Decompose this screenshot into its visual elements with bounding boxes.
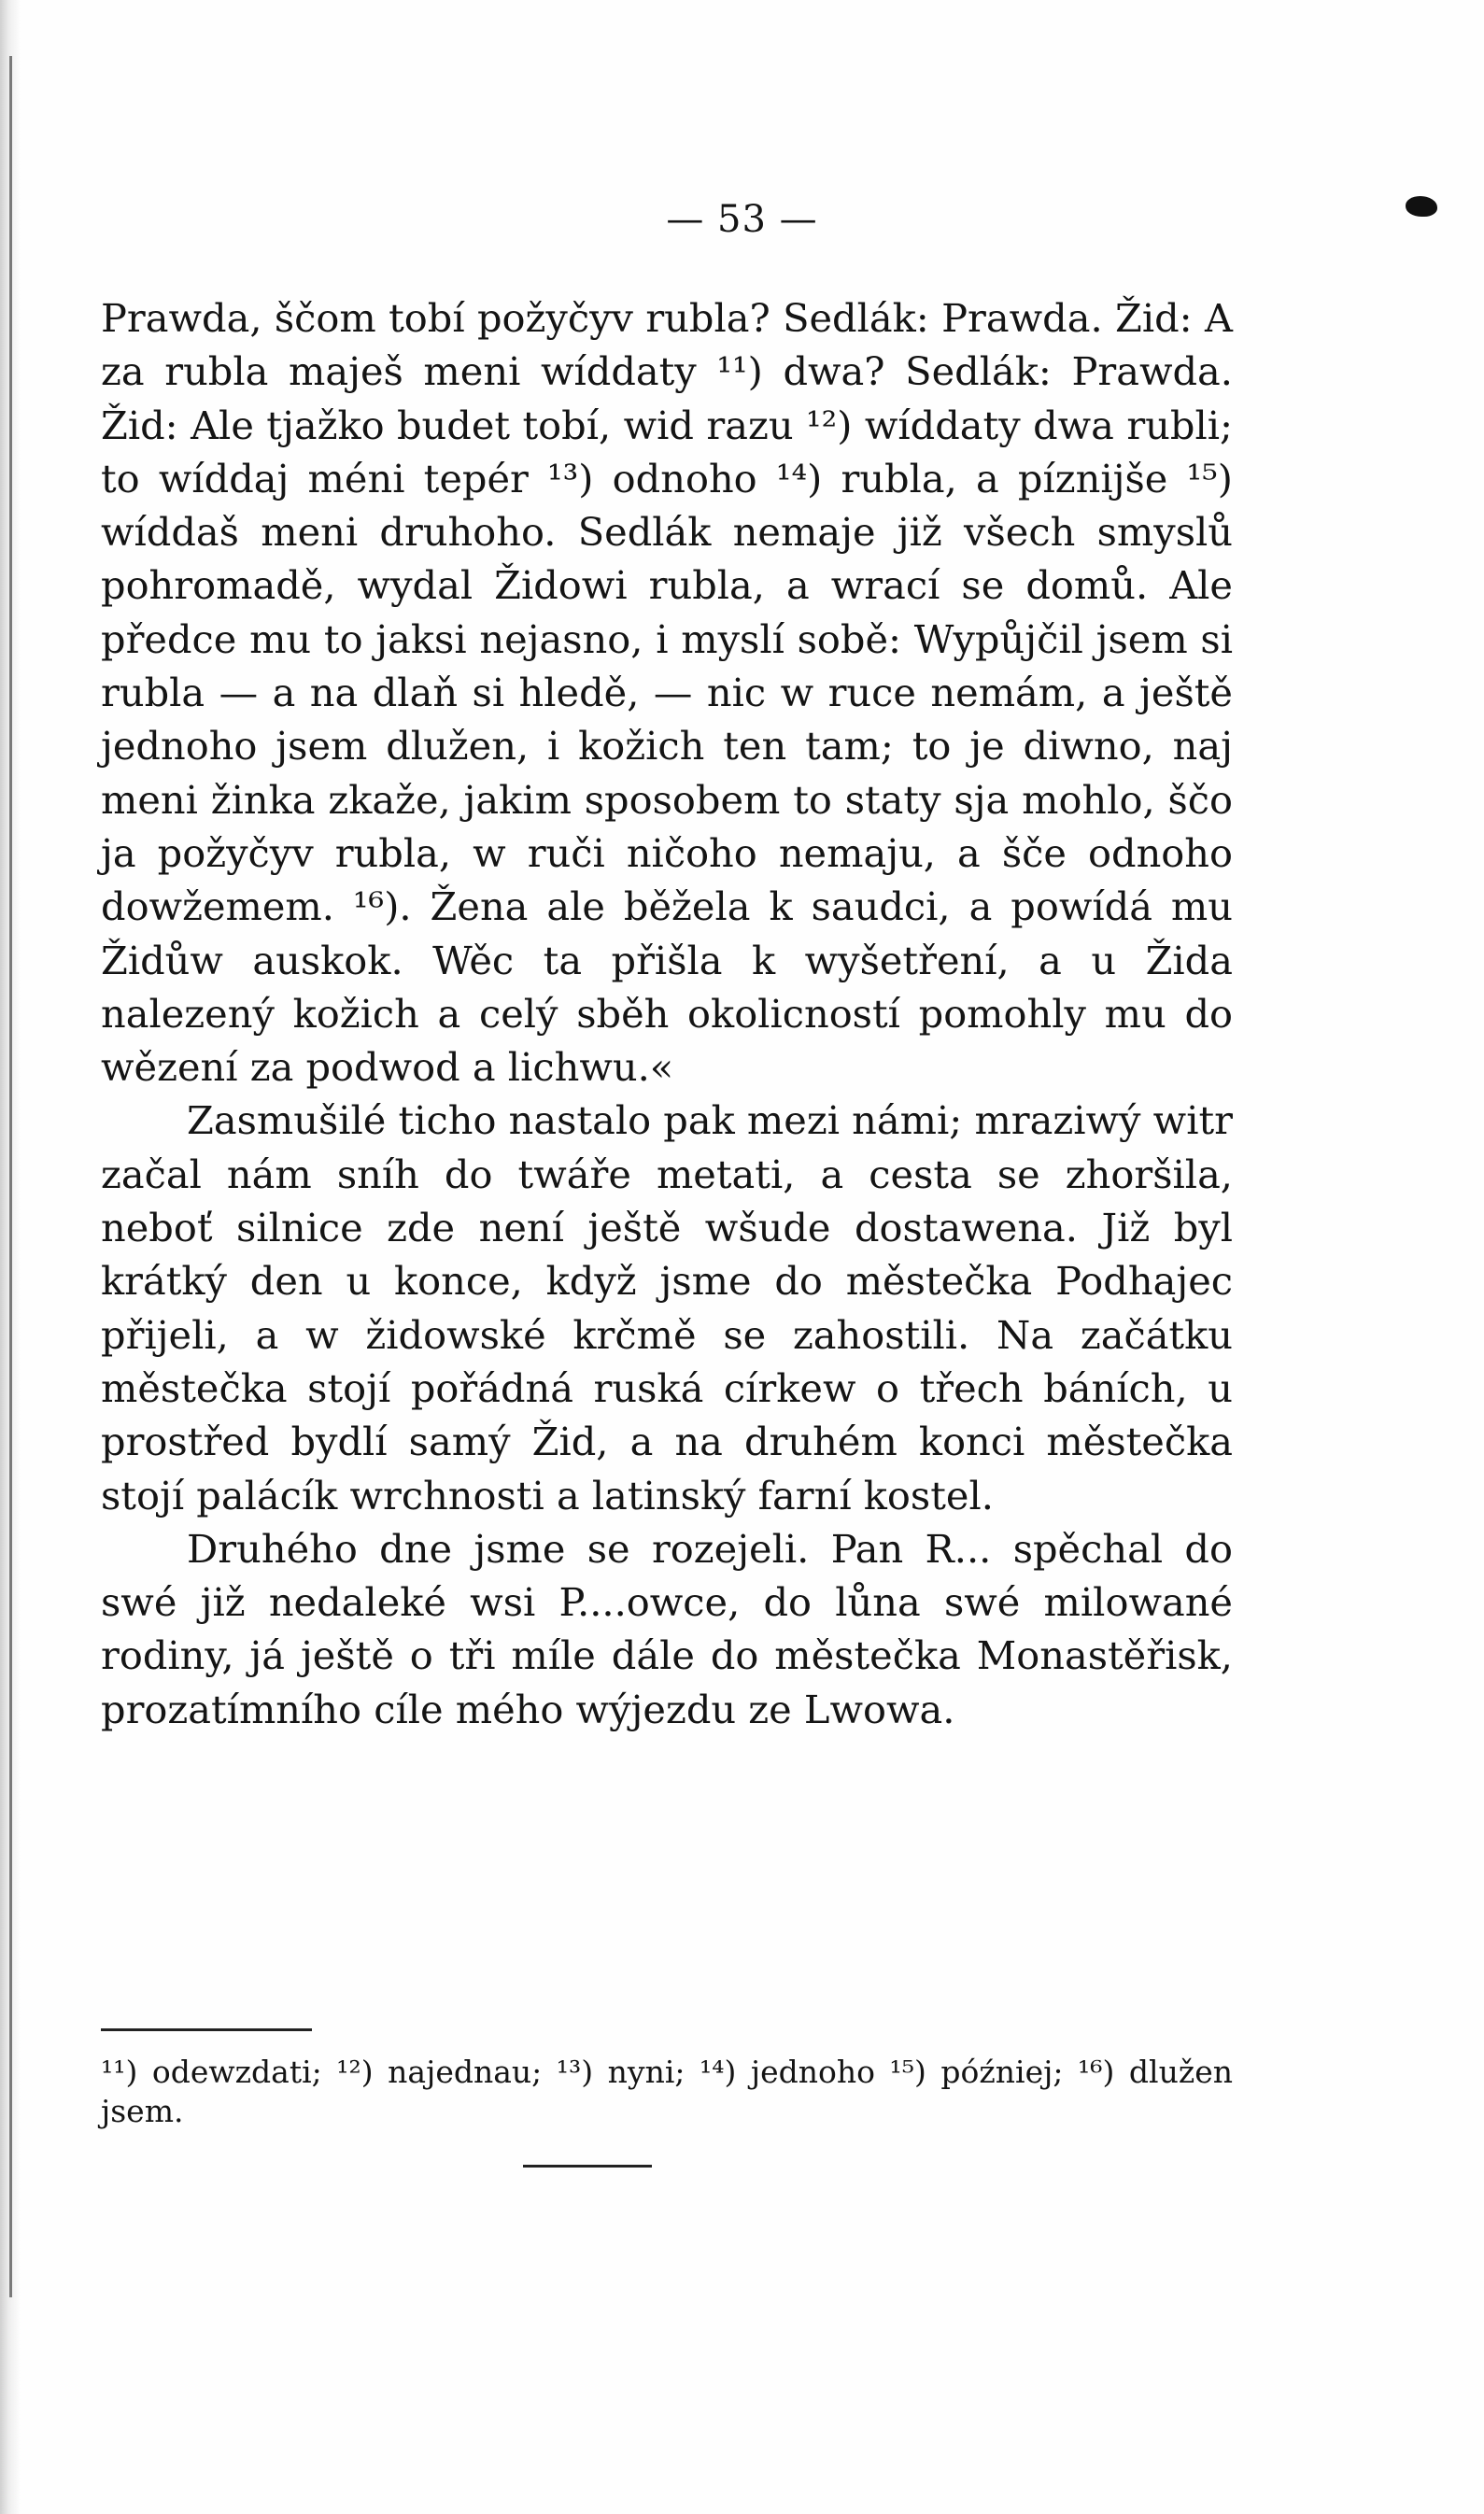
binding-edge-line	[9, 56, 12, 2297]
page-number: — 53 —	[666, 198, 818, 241]
paragraph-1: Prawda, ščom tobí požyčyv rubla? Sedlák: Prawda. Žid: A za rubla maješ meni wíddaty ¹¹) dwa? Sedlák: Prawda. Žid: Ale tjažko budet tobí, wid razu ¹²) wíddaty dwa rubli; to wíddaj méni tepér ¹³) odnoho ¹⁴) rubla, a píznijše ¹⁵) wíddaš meni druhoho. Sedlák nemaje již všech smyslů pohromadě, wydal Židowi rubla, a wrací se domů. Ale předce mu to jaksi nejasno, i myslí sobě: Wypůjčil jsem si rubla — a na dlaň si hledě, — nic w ruce nemám, a ještě jednoho jsem dlužen, i kožich ten tam; to je diwno, naj meni žinka zkaže, jakim sposobem to staty sja mohlo, ščo ja požyčyv rubla, w ruči ničoho nemaju, a šče odnoho dowžemem. ¹⁶). Žena ale běžela k saudci, a powídá mu Židůw auskok. Wěc ta přišla k wyšetření, a u Žida nalezený kožich a celý sběh okolicností pomohly mu do wězení za podwod a lichwu.«	[101, 295, 1233, 1091]
paragraph-3: Druhého dne jsme se rozejeli. Pan R... spěchal do swé již nedaleké wsi P....owce, do lůna swé milowané rodiny, já ještě o tři míle dále do městečka Monastěřisk, prozatímního cíle mého wýjezdu ze Lwowa.	[101, 1525, 1233, 1732]
footnotes: ¹¹) odewzdati; ¹²) najednau; ¹³) nyni; ¹⁴) jednoho ¹⁵) później; ¹⁶) dlužen jsem.	[101, 2054, 1233, 2129]
footnote-separator	[101, 2028, 312, 2031]
paragraph-2: Zasmušilé ticho nastalo pak mezi námi; mraziwý witr začal nám sníh do twáře metati, a cesta se zhoršila, neboť silnice zde není ještě wšude dostawena. Již byl krátký den u konce, když jsme do městečka Podhajec přijeli, a w židowské krčmě se zahostili. Na začátku městečka stojí pořádná ruská církew o třech báních, u prostřed bydlí samý Žid, a na druhém konci městečka stojí palácík wrchnosti a latinský farní kostel.	[101, 1097, 1233, 1518]
main-text	[101, 291, 1233, 1736]
end-rule	[523, 2165, 652, 2168]
